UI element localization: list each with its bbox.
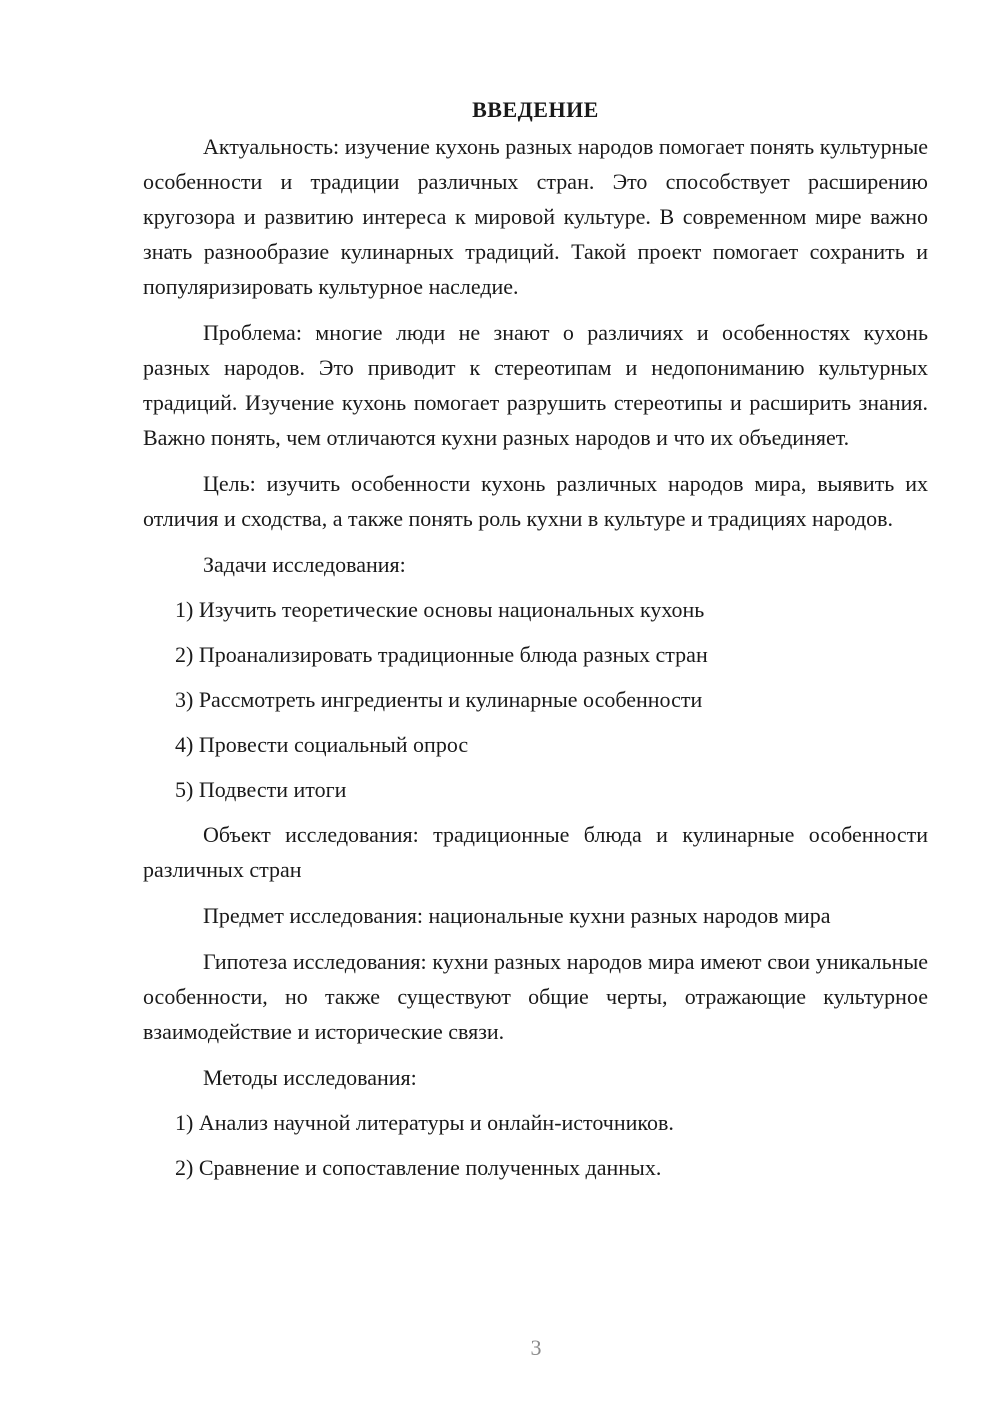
subject-paragraph: Предмет исследования: национальные кухни разных народов мира [203,903,831,928]
list-item: 1) Изучить теоретические основы национальных кухонь [175,597,705,622]
tasks-list [143,592,928,807]
hypothesis-paragraph: Гипотеза исследования: кухни разных народов мира имеют свои уникальные особенности, но также существуют общие черты, отражающие культурное взаимодействие и исторические связи. [143,949,928,1044]
page-content [143,95,928,1195]
list-item: 2) Сравнение и сопоставление полученных данных. [175,1155,662,1180]
methods-heading: Методы исследования: [203,1065,417,1090]
methods-list [143,1105,928,1185]
list-item: 3) Рассмотреть ингредиенты и кулинарные особенности [175,687,703,712]
object-paragraph: Объект исследования: традиционные блюда и кулинарные особенности различных стран [143,822,928,882]
goal-paragraph: Цель: изучить особенности кухонь различных народов мира, выявить их отличия и сходства, а также понять роль кухни в культуре и традициях народов. [143,471,928,531]
list-item: 1) Анализ научной литературы и онлайн-источников. [175,1110,674,1135]
list-item: 5) Подвести итоги [175,777,347,802]
page-number: 3 [530,1335,542,1360]
page-title: ВВЕДЕНИЕ [472,97,599,122]
relevance-paragraph: Актуальность: изучение кухонь разных народов помогает понять культурные особенности и традиции различных стран. Это способствует расширению кругозора и развитию интереса к мировой культуре. В современном мире важно знать разнообразие кулинарных традиций. Такой проект помогает сохранить и популяризировать культурное наследие. [143,134,928,299]
problem-paragraph: Проблема: многие люди не знают о различиях и особенностях кухонь разных народов. Это приводит к стереотипам и недопониманию культурных традиций. Изучение кухонь помогает разрушить стереотипы и расширить знания. Важно понять, чем отличаются кухни разных народов и что их объединяет. [143,320,928,450]
list-item: 4) Провести социальный опрос [175,732,469,757]
list-item: 2) Проанализировать традиционные блюда разных стран [175,642,708,667]
tasks-heading: Задачи исследования: [203,552,406,577]
